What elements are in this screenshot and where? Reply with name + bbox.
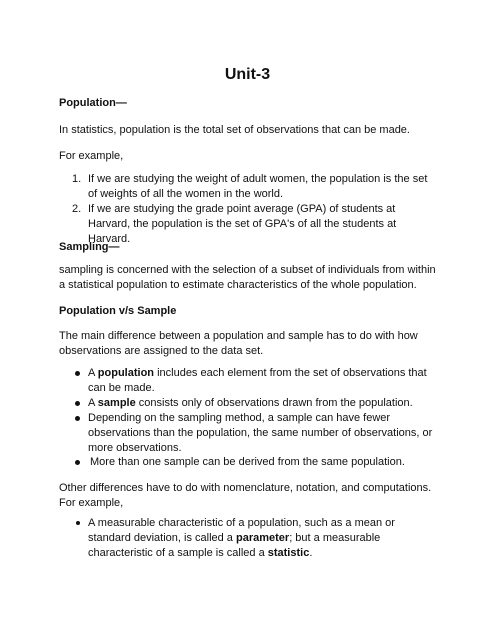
for-example-label: For example, (59, 150, 124, 162)
bullet-item-parameter-statistic: A measurable characteristic of a population, such as a mean or standard deviation, is called a parameter; but a measurable characteristic of a sample is called a statistic. (88, 517, 395, 559)
bullet-dot (75, 371, 80, 376)
population-vs-sample-heading: Population v/s Sample (59, 305, 177, 317)
bullet-item-more-samples: More than one sample can be derived from the same population. (90, 456, 405, 468)
bullet-item-sample: A sample consists only of observations drawn from the population. (88, 397, 413, 409)
bullet-dot (75, 460, 80, 465)
bullet-dot (75, 401, 80, 406)
bullet-item-population: A population includes each element from the set of observations that can be made. (88, 367, 427, 394)
population-heading: Population— (59, 97, 127, 109)
bullet-dot (76, 521, 80, 525)
population-definition: In statistics, population is the total set of observations that can be made. (59, 124, 410, 136)
sampling-heading: Sampling— (59, 241, 120, 253)
page-title: Unit-3 (224, 66, 271, 83)
population-vs-sample-intro: The main difference between a population and sample has to do with how observations are assigned to the data set. (59, 330, 418, 357)
example-number: 2. (72, 203, 82, 215)
example-item: If we are studying the weight of adult women, the population is the set of weights of all the women in the world. (88, 173, 428, 200)
bullet-item-sampling-method: Depending on the sampling method, a sample can have fewer observations than the population, the same number of observations, or more observations. (88, 412, 433, 454)
example-number: 1. (72, 173, 82, 185)
bullet-dot (75, 416, 80, 421)
sampling-definition: sampling is concerned with the selection of a subset of individuals from within a statistical population to estimate characteristics of the whole population. (59, 264, 436, 291)
other-differences-paragraph: Other differences have to do with nomenclature, notation, and computations. For example, (59, 482, 432, 509)
example-item: If we are studying the grade point average (GPA) of students at Harvard, the population is the set of GPA's of all the students at Harvard. (88, 203, 397, 245)
